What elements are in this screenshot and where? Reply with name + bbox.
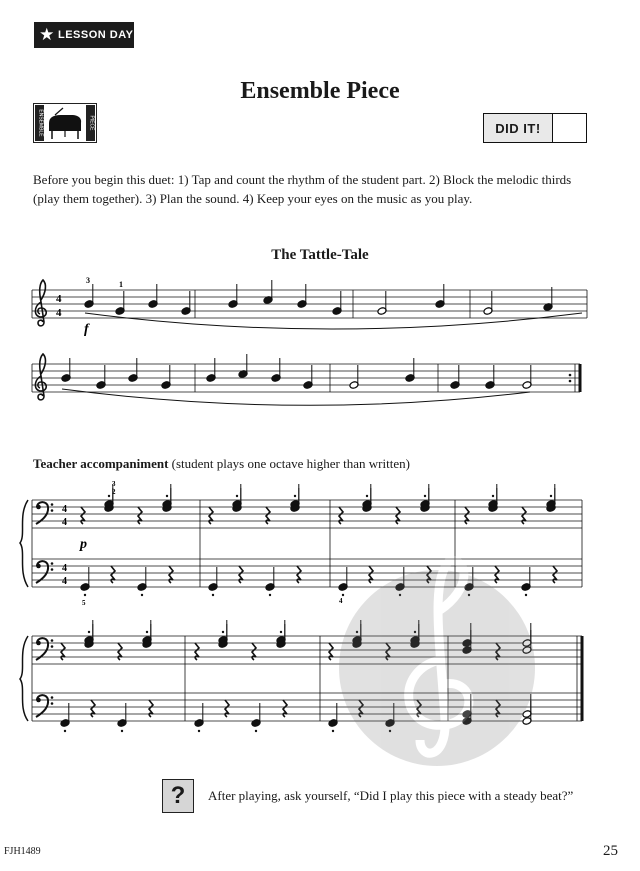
fingering-1: 1 bbox=[119, 280, 123, 289]
staccato-dot bbox=[280, 631, 282, 633]
reflection-question: After playing, ask yourself, “Did I play this piece with a steady beat?” bbox=[208, 788, 574, 803]
quarter-rest bbox=[396, 507, 400, 524]
treble-clef-icon bbox=[35, 280, 46, 326]
staccato-dot bbox=[366, 495, 368, 497]
staccato-dot bbox=[64, 730, 66, 732]
catalog-code: FJH1489 bbox=[4, 846, 41, 857]
piece-title: The Tattle-Tale bbox=[271, 247, 369, 263]
quarter-rest bbox=[195, 643, 199, 660]
student-staff-1 bbox=[32, 276, 587, 337]
fingering-3: 3 bbox=[86, 276, 90, 285]
quarter-rest bbox=[111, 566, 115, 583]
quarter-rest bbox=[283, 700, 287, 717]
staccato-dot bbox=[146, 631, 148, 633]
accompaniment-label-rest: (student plays one octave higher than written) bbox=[168, 456, 410, 471]
acc-time-bottom-1: 4 bbox=[62, 517, 67, 528]
star-icon: ★ bbox=[39, 25, 55, 44]
acc-time-top-1: 4 bbox=[62, 504, 67, 515]
staccato-dot bbox=[255, 730, 257, 732]
quarter-rest bbox=[169, 566, 173, 583]
acc-fingering-4: 4 bbox=[339, 597, 343, 605]
staccato-dot bbox=[342, 594, 344, 596]
staccato-dot bbox=[141, 594, 143, 596]
ensemble-logo-left-text: ENSEMBLE bbox=[37, 109, 44, 137]
accompaniment-label bbox=[33, 456, 410, 472]
staccato-dot bbox=[222, 631, 224, 633]
acc-time-top-2: 4 bbox=[62, 563, 67, 574]
dynamic-forte: f bbox=[84, 322, 89, 337]
quarter-rest bbox=[252, 643, 256, 660]
quarter-rest bbox=[239, 566, 243, 583]
staccato-dot bbox=[550, 495, 552, 497]
quarter-rest bbox=[225, 700, 229, 717]
staccato-dot bbox=[525, 594, 527, 596]
staccato-dot bbox=[108, 495, 110, 497]
acc-time-bottom-2: 4 bbox=[62, 576, 67, 587]
quarter-rest bbox=[495, 566, 499, 583]
time-sig-bottom: 4 bbox=[56, 307, 62, 319]
staccato-dot bbox=[236, 495, 238, 497]
quarter-rest bbox=[138, 507, 142, 524]
quarter-rest bbox=[81, 507, 85, 524]
student-staff-2 bbox=[32, 354, 580, 405]
quarter-rest bbox=[266, 507, 270, 524]
quarter-rest bbox=[369, 566, 373, 583]
ensemble-logo-right-text: PIECE bbox=[88, 115, 95, 131]
dynamic-piano: p bbox=[80, 537, 87, 552]
accompaniment-system-1 bbox=[20, 480, 582, 607]
staccato-dot bbox=[294, 495, 296, 497]
quarter-rest bbox=[209, 507, 213, 524]
quarter-rest bbox=[522, 507, 526, 524]
acc-fingering-3: 3 bbox=[112, 480, 116, 488]
intro-instructions: Before you begin this duet: 1) Tap and count the rhythm of the student part. 2) Block the melodic thirds (play them together). 3) Plan the sound. 4) Keep your eyes on the music as you play. bbox=[33, 172, 572, 206]
staccato-dot bbox=[269, 594, 271, 596]
staccato-dot bbox=[121, 730, 123, 732]
page-number: 25 bbox=[603, 843, 618, 859]
quarter-rest bbox=[118, 643, 122, 660]
staccato-dot bbox=[166, 495, 168, 497]
staccato-dot bbox=[212, 594, 214, 596]
quarter-rest bbox=[553, 566, 557, 583]
page-title: Ensemble Piece bbox=[240, 78, 400, 104]
quarter-rest bbox=[61, 643, 65, 660]
quarter-rest bbox=[149, 700, 153, 717]
staccato-dot bbox=[198, 730, 200, 732]
accompaniment-label-bold: Teacher accompaniment bbox=[33, 456, 169, 471]
quarter-rest bbox=[339, 507, 343, 524]
lesson-day-label: LESSON DAY bbox=[58, 29, 134, 41]
quarter-rest bbox=[297, 566, 301, 583]
quarter-rest bbox=[329, 643, 333, 660]
staccato-dot bbox=[492, 495, 494, 497]
staccato-dot bbox=[424, 495, 426, 497]
quarter-rest bbox=[91, 700, 95, 717]
quarter-rest bbox=[465, 507, 469, 524]
watermark-logo bbox=[339, 560, 535, 766]
acc-fingering-2: 2 bbox=[112, 488, 116, 496]
time-sig-top: 4 bbox=[56, 293, 62, 305]
question-mark-icon: ? bbox=[162, 779, 194, 813]
staccato-dot bbox=[88, 631, 90, 633]
acc-fingering-5: 5 bbox=[82, 599, 86, 607]
did-it-label: DID IT! bbox=[484, 114, 553, 142]
staccato-dot bbox=[84, 594, 86, 596]
treble-clef-icon bbox=[35, 354, 46, 400]
staccato-dot bbox=[332, 730, 334, 732]
